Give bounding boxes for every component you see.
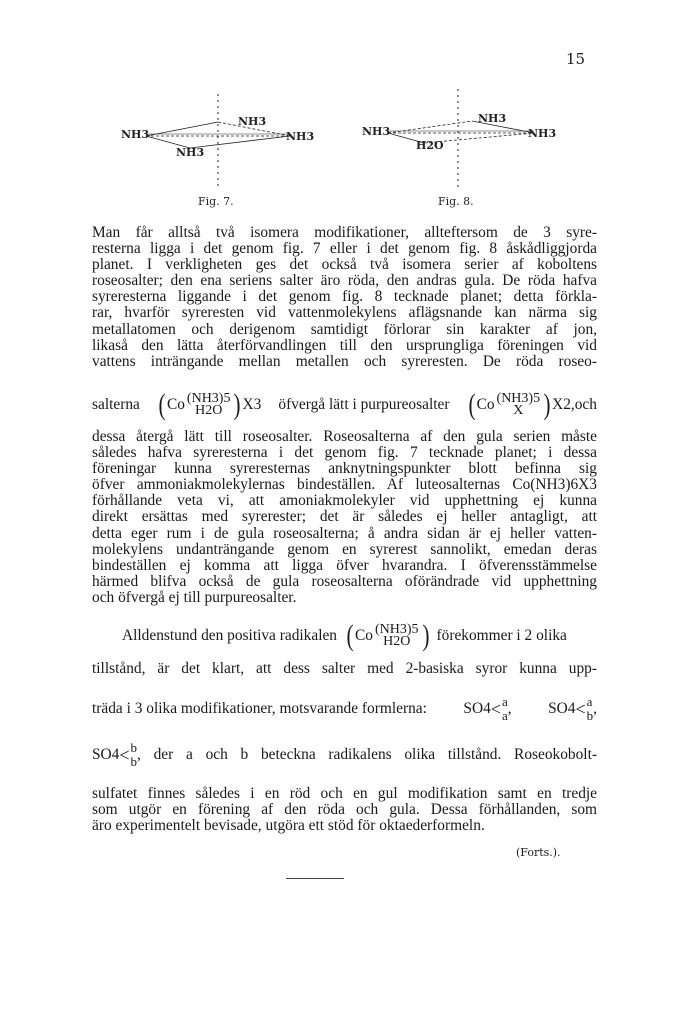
formula1-co1: Co [166, 396, 185, 413]
fig7-label: Fig. 7. [198, 195, 234, 208]
fig8-h2o-bottom: H2O [416, 139, 444, 152]
paren-open: ( [468, 388, 476, 421]
so4-branches [587, 695, 594, 723]
fig8-nh3-left: NH3 [362, 125, 391, 138]
text-line: rar, hvarför syreresten vid vattenmolekylens aflägsnande kan närma sig [92, 304, 597, 322]
line-tillstand [92, 661, 597, 677]
formula1-num1: (NH3)5 [186, 391, 231, 406]
text-line: förhållande veta vi, att amoniakmolekyler vid upphettning ej kunna [92, 492, 597, 510]
text-line: dessa återgå lätt till roseosalter. Roseosalterna af den gula serien måste [92, 428, 597, 445]
formula1-den2: X [513, 403, 524, 418]
so4-formula-bb [92, 741, 137, 769]
formula-line-2 [122, 617, 597, 655]
text-line: äro experimentelt bevisade, utgöra ett stöd för oktaederformeln. [92, 817, 485, 835]
paragraph-1 [92, 225, 597, 370]
text-line: metallatomen och derigenom samtidigt förlorar sin karakter af jon, [92, 320, 597, 338]
figure-7 [118, 90, 328, 190]
so4-formula-aa: SO4 < a a , [463, 694, 512, 723]
text-line: tillstånd, är det klart, att dess salter med 2-basiska syror kunna upp- [92, 660, 597, 677]
text-line: resterna ligga i det genom fig. 7 eller i det genom fig. 8 åskådliggjorda [92, 240, 597, 258]
formula1-middle: öfvergå lätt i purpureosalter [278, 396, 450, 413]
paragraph-2 [92, 429, 597, 606]
text-line: och öfvergå ej till purpureosalter. [92, 588, 297, 606]
formula-line-3 [92, 688, 597, 730]
text-line: roseosalter; den ena seriens salter äro röda, den andras gula. De röda hafva [92, 272, 597, 290]
formula1-frac1 [187, 393, 231, 417]
paren-close: ) [422, 619, 430, 652]
formula-line-4 [92, 734, 597, 776]
formula2-co: Co [355, 627, 373, 644]
text-line: detta eger rum i de gula roseosalterna; å andra sidan är ej heller vatten- [92, 524, 597, 542]
formula1-complex-a [157, 388, 262, 421]
formula2-num: (NH3)5 [374, 622, 419, 637]
so4-branches [131, 741, 138, 769]
branch-top: a [501, 694, 508, 709]
formula1-den1: H2O [195, 403, 223, 418]
text-line: bindeställen ej komma att ligga öfver hvarandra. I öfverensstämmelse [92, 556, 597, 574]
page-number: 15 [566, 50, 586, 68]
formula1-num2: (NH3)5 [496, 391, 541, 406]
formula-line-1 [92, 386, 597, 424]
formula2-tail: förekommer i 2 olika [436, 627, 567, 644]
fig7-nh3-bottom: NH3 [176, 146, 205, 159]
end-rule [286, 878, 344, 879]
so4-label: SO4 [548, 700, 576, 717]
figure-8 [362, 85, 572, 190]
text-line: härmed blifva också de gula roseosalterna oförändrade vid upphettning [92, 572, 597, 590]
formula3-lead: träda i 3 olika modifikationer, motsvarande formlerna: [92, 700, 427, 717]
branch-top: a [586, 694, 593, 709]
so4-label: SO4 [92, 746, 120, 763]
text-line: således hafva syreresterna i det genom fig. 7 tecknade planet; i dessa [92, 444, 597, 462]
text-line: öfver ammoniakmolekylernas bindeställen. Af luteosalternas Co(NH3)6X3 [92, 476, 597, 494]
fig8-nh3-top: NH3 [478, 112, 507, 125]
text-line: planet. I verkligheten ges det också två isomera serier af koboltens [92, 256, 597, 274]
text-line: Man får alltså två isomera modifikationer, allteftersom de 3 syre- [92, 224, 597, 241]
formula2-den: H2O [383, 634, 411, 649]
branch-angle: < [119, 744, 130, 765]
fig8-nh3-right: NH3 [528, 127, 557, 140]
text-line: föreningar kunna syreresternas anknytningspunkter blott befinna sig [92, 460, 597, 478]
formula1-lead: salterna [92, 396, 140, 413]
text-line: sulfatet finnes således i en röd och en gul modifikation samt en tredje [92, 785, 597, 802]
paren-open: ( [346, 619, 354, 652]
formula1-x3: X3 [242, 396, 262, 413]
formula2-frac [375, 624, 419, 648]
branch-bottom: b [130, 754, 138, 769]
formula1-complex-b [467, 388, 597, 421]
branch-angle: < [575, 698, 586, 719]
formula1-co2: Co [476, 396, 495, 413]
fig7-nh3-right: NH3 [286, 130, 315, 143]
forts-label: (Forts.). [516, 846, 561, 859]
formula4-tail: , der a och b beteckna radikalens olika tillstånd. Roseokobolt- [137, 746, 597, 763]
paren-open: ( [158, 388, 166, 421]
fig8-label: Fig. 8. [438, 195, 474, 208]
branch-top: b [130, 740, 138, 755]
text-line: likaså den lätta återförvandlingen till den ursprungliga föreningen vid [92, 336, 597, 354]
text-line: som utgör en förening af den röda och gula. Dessa förhållanden, som [92, 801, 597, 819]
branch-bottom: b [586, 708, 594, 723]
paren-close: ) [543, 388, 551, 421]
so4-branches [502, 695, 508, 723]
so4-formula-ab: SO4 < a b , [548, 694, 597, 723]
so4-label: SO4 [463, 700, 491, 717]
text-line: vattens inträngande mellan metallen och syreresten. De röda roseo- [92, 352, 597, 370]
paren-close: ) [233, 388, 241, 421]
formula1-x2: X2,och [552, 396, 597, 413]
formula1-frac2 [497, 393, 541, 417]
branch-angle: < [490, 698, 501, 719]
fig7-nh3-top: NH3 [238, 115, 267, 128]
paragraph-3 [92, 786, 597, 834]
text-line: direkt ersättas med syrerester; det är således ej heller antagligt, att [92, 508, 597, 526]
fig7-nh3-left: NH3 [121, 128, 150, 141]
text-line: molekylens undanträngande genom en syrerest sannolikt, emedan deras [92, 540, 597, 558]
formula2-lead: Alldenstund den positiva radikalen [122, 627, 337, 644]
branch-bottom: a [501, 708, 508, 723]
text-line: syreresterna liggande i det genom fig. 8 tecknade planet; detta förkla- [92, 288, 597, 306]
